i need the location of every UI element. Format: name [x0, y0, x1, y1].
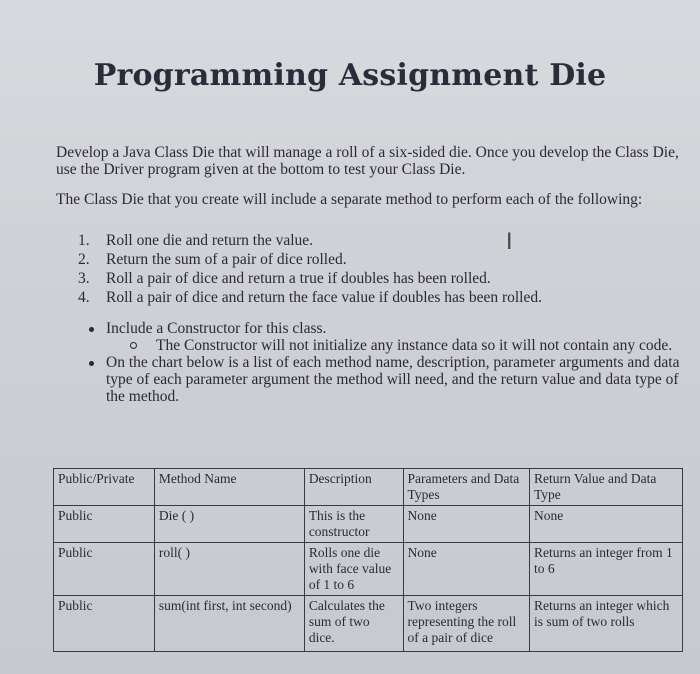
table-row — [54, 596, 683, 652]
table-cell: Public — [54, 596, 155, 652]
table-cell: roll( ) — [154, 543, 304, 596]
header-method-name: Method Name — [154, 469, 304, 506]
table-cell: Two integers representing the roll of a pair of dice — [403, 596, 529, 652]
list-item: 4. Roll a pair of dice and return the face value if doubles has been rolled. — [78, 289, 542, 306]
table-cell: Public — [54, 543, 155, 596]
page-title: Programming Assignment Die — [93, 58, 607, 93]
list-item: 3. Roll a pair of dice and return a true if doubles has been rolled. — [78, 270, 491, 287]
hollow-bullet-icon — [130, 342, 137, 349]
sub-bullet-constructor: The Constructor will not initialize any instance data so it will not contain any code. — [78, 337, 688, 354]
table-header-row — [54, 469, 683, 506]
header-return-value: Return Value and Data Type — [530, 469, 683, 506]
list-item: 2. Return the sum of a pair of dice rolled. — [78, 251, 347, 268]
table-row — [54, 543, 683, 596]
table-cell: Public — [54, 506, 155, 543]
table-row — [54, 506, 683, 543]
i-beam-cursor-icon: I — [506, 230, 513, 255]
bullet-chart: On the chart below is a list of each method name, description, parameter arguments and data type of each parameter argument the method will need, and the return value and data type of the method. — [78, 354, 688, 405]
intro-paragraph: Develop a Java Class Die that will manage a roll of a six-sided die. Once you develop the Class Die, use the Driver program given at the bottom to test your Class Die. — [56, 144, 679, 178]
bullet-dot-icon — [89, 361, 94, 366]
bullet-constructor: Include a Constructor for this class. — [78, 320, 688, 337]
table-cell: Calculates the sum of two dice. — [304, 596, 403, 652]
table-cell: None — [530, 506, 683, 543]
header-description: Description — [304, 469, 403, 506]
methods-list — [78, 231, 542, 307]
header-parameters: Parameters and Data Types — [403, 469, 529, 506]
table-cell: Returns an integer which is sum of two rolls — [530, 596, 683, 652]
table-cell: None — [403, 543, 529, 596]
list-item: 1. Roll one die and return the value. — [78, 232, 314, 249]
table-cell: Returns an integer from 1 to 6 — [530, 543, 683, 596]
table-cell: sum(int first, int second) — [154, 596, 304, 652]
table-cell: Rolls one die with face value of 1 to 6 — [304, 543, 403, 596]
table-cell: This is the constructor — [304, 506, 403, 543]
lead-paragraph: The Class Die that you create will include a separate method to perform each of the following: — [56, 191, 643, 208]
bullet-list — [78, 320, 688, 405]
table-cell: None — [403, 506, 529, 543]
methods-table — [53, 468, 683, 652]
table-cell: Die ( ) — [154, 506, 304, 543]
bullet-dot-icon — [89, 327, 94, 332]
header-public-private: Public/Private — [54, 469, 155, 506]
